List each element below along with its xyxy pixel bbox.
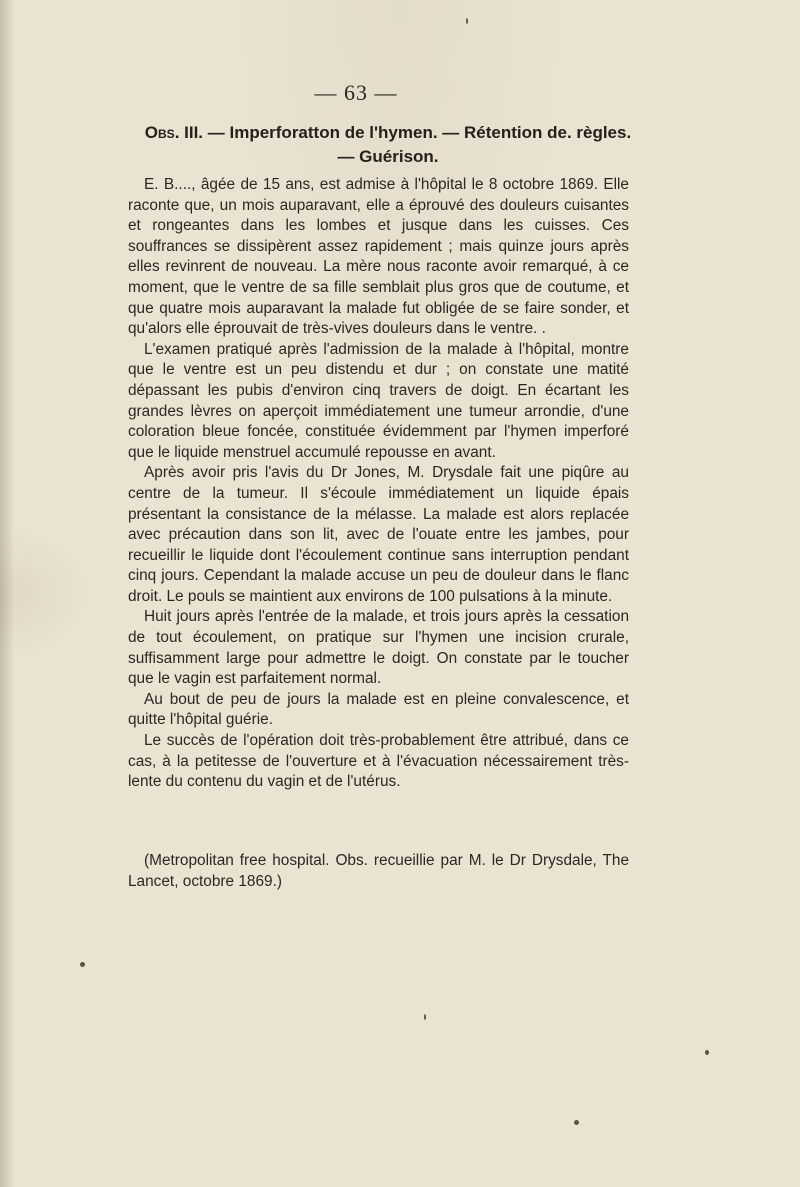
observation-label: Obs. III. xyxy=(144,123,204,142)
paragraph: Huit jours après l'entrée de la malade, et trois jours après la cessation de tout écoulement, on pratique sur l'hymen une incision crurale, suffisamment large pour admettre le doigt. On constate par le toucher que le vagin est parfaitement normal. xyxy=(128,608,629,688)
paper-speck xyxy=(574,1120,579,1125)
observation-body xyxy=(128,175,629,793)
observation-title xyxy=(133,121,643,169)
paragraph: Après avoir pris l'avis du Dr Jones, M. Drysdale fait une piqûre au centre de la tumeur. Il s'écoule immédiatement un liquide épais présentant la consistance de la mélasse. La malade est alors replacée avec précaution dans son lit, avec de l'ouate entre les jambes, pour recueillir le liquide dont l'écoulement continue sans interruption pendant cinq jours. Cependant la malade accuse un peu de douleur dans le flanc droit. Le pouls se maintient aux environs de 100 pulsations à la minute. xyxy=(128,464,629,605)
paragraph: L'examen pratiqué après l'admission de la malade à l'hôpital, montre que le ventre est un peu distendu et dur ; on constate une matité dépassant les pubis d'environ cinq travers de doigt. En écartant les grandes lèvres on aperçoit immédiatement une tumeur arrondie, d'une coloration bleue foncée, constituée évidemment par l'hymen imperforé que le liquide menstruel accumulé repousse en avant. xyxy=(128,340,629,461)
paragraph: Au bout de peu de jours la malade est en pleine convalescence, et quitte l'hôpital guérie. xyxy=(128,690,629,729)
paper-speck xyxy=(80,962,85,967)
paragraph: Le succès de l'opération doit très-probablement être attribué, dans ce cas, à la petitesse de l'ouverture et à l'évacuation nécessairement très-lente du contenu du vagin et de l'utérus. xyxy=(128,732,629,791)
source-citation xyxy=(128,851,629,892)
citation-text: (Metropolitan free hospital. Obs. recueillie par M. le Dr Drysdale, The Lancet, octobre 1869.) xyxy=(128,852,629,890)
observation-title-line2: — Guérison. xyxy=(337,147,439,166)
observation-title-line1: — Imperforatton de l'hymen. — Rétention de. règles. xyxy=(203,123,632,142)
page-number: — 63 — xyxy=(314,80,398,105)
page-edge-shadow xyxy=(0,0,14,1187)
paper-speck xyxy=(705,1050,709,1055)
paper-speck xyxy=(424,1014,426,1020)
paragraph: E. B...., âgée de 15 ans, est admise à l'hôpital le 8 octobre 1869. Elle raconte que, un mois auparavant, elle a éprouvé des douleurs cuisantes et rongeantes dans les lombes et jusque dans les cuisses. Ces souffrances se dissipèrent assez rapidement ; mais quinze jours après elles revinrent de nouveau. La mère nous raconte avoir remarqué, à ce moment, que le ventre de sa fille semblait plus gros que de coutume, et que quatre mois auparavant la malade fut obligée de se faire sonder, et qu'alors elle éprouvait de très-vives douleurs dans le ventre. . xyxy=(128,176,629,338)
paper-speck xyxy=(466,18,468,24)
